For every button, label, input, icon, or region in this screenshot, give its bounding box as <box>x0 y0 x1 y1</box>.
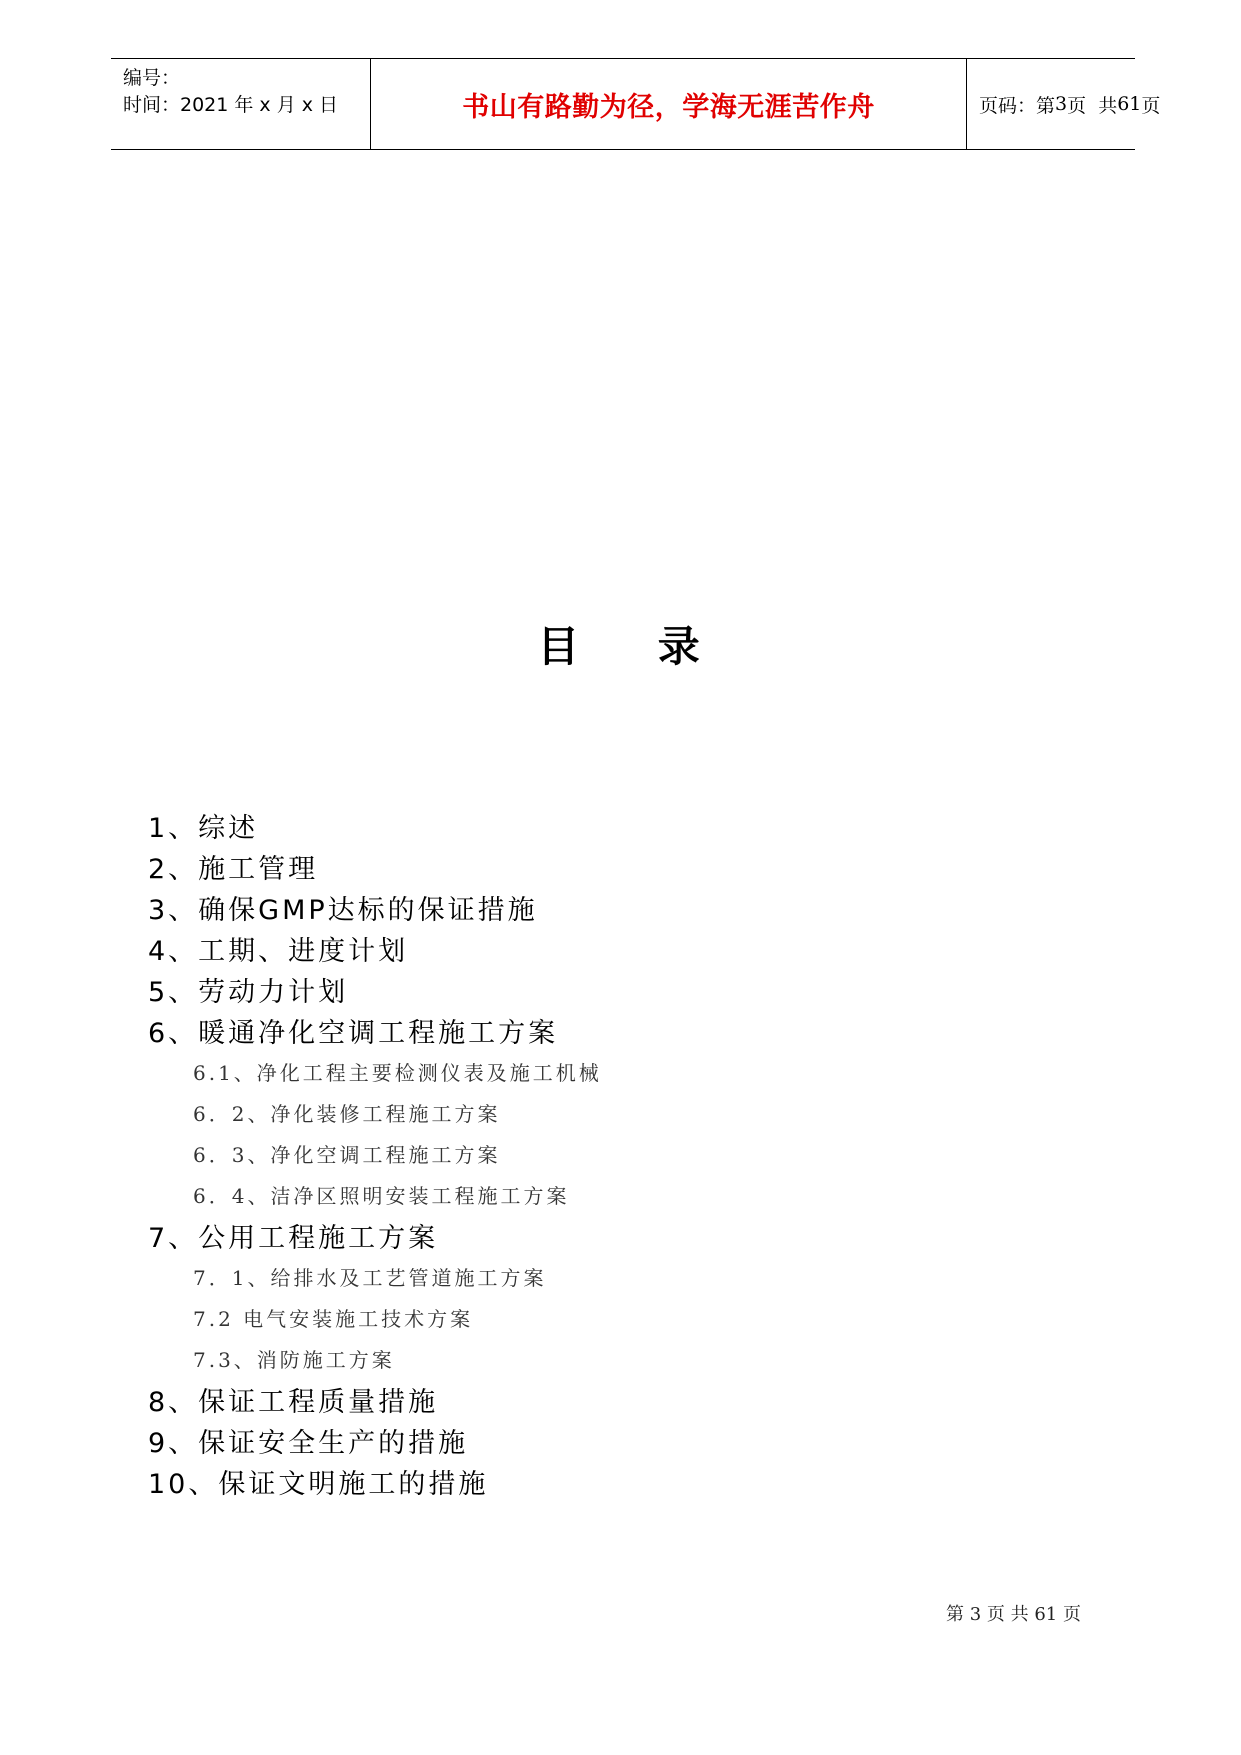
header-page-number <box>967 59 1161 149</box>
document-time-label: 时间：2021 年 x 月 x 日 <box>123 94 339 116</box>
toc-subitem[interactable]: 7.2 电气安装施工技术方案 <box>193 1307 474 1331</box>
page-mid: 页 共 <box>1067 94 1118 117</box>
header-left-cell <box>111 59 371 149</box>
page-current: 3 <box>1055 93 1068 115</box>
page-title: 目 录 <box>537 622 704 671</box>
toc-item[interactable]: 7、公用工程施工方案 <box>148 1223 439 1254</box>
document-number-label: 编号： <box>123 67 181 89</box>
toc-item[interactable]: 10、保证文明施工的措施 <box>148 1469 489 1500</box>
toc-item[interactable]: 6、暖通净化空调工程施工方案 <box>148 1018 559 1049</box>
header-motto: 书山有路勤为径，学海无涯苦作舟 <box>462 91 875 123</box>
toc-item[interactable]: 9、保证安全生产的措施 <box>148 1428 469 1459</box>
toc-subitem[interactable]: 6．3、净化空调工程施工方案 <box>193 1143 501 1167</box>
page-header <box>111 58 1161 150</box>
toc-item[interactable]: 4、工期、进度计划 <box>148 936 409 967</box>
toc-subitem[interactable]: 7.3、消防施工方案 <box>193 1348 395 1372</box>
toc-item[interactable]: 5、劳动力计划 <box>148 977 349 1008</box>
toc-subitem[interactable]: 6．2、净化装修工程施工方案 <box>193 1102 501 1126</box>
toc-subitem[interactable]: 6．4、洁净区照明安装工程施工方案 <box>193 1184 570 1208</box>
page-suffix: 页 <box>1141 94 1161 117</box>
toc-item[interactable]: 3、确保GMP达标的保证措施 <box>148 895 538 926</box>
toc-item[interactable]: 1、综述 <box>148 813 259 844</box>
toc-item[interactable]: 2、施工管理 <box>148 854 319 885</box>
toc-subitem[interactable]: 6.1、净化工程主要检测仪表及施工机械 <box>193 1061 602 1085</box>
page-footer: 第 3 页 共 61 页 <box>946 1604 1081 1625</box>
header-middle-cell <box>371 59 967 149</box>
toc-item[interactable]: 8、保证工程质量措施 <box>148 1387 439 1418</box>
page-prefix: 页码：第 <box>979 94 1056 117</box>
page-total: 61 <box>1117 93 1142 115</box>
toc-subitem[interactable]: 7．1、给排水及工艺管道施工方案 <box>193 1266 547 1290</box>
